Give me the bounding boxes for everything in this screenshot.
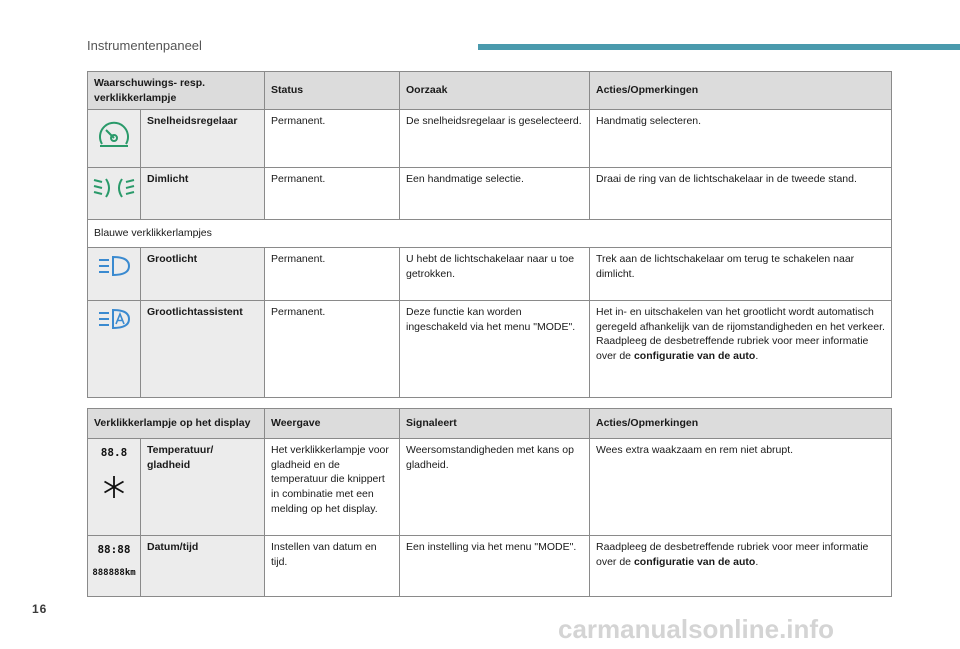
table-row bbox=[88, 439, 892, 536]
dipped-beam-icon bbox=[92, 174, 136, 202]
lamp-cause: Deze functie kan worden ingeschakeld via het menu "MODE". bbox=[400, 301, 590, 398]
header-accent-bar bbox=[478, 44, 960, 50]
col-header-indicator: Verklikkerlampje op het display bbox=[88, 409, 265, 439]
indicator-signal: Weersomstandigheden met kans op gladheid. bbox=[400, 439, 590, 536]
lamp-action: Draai de ring van de lichtschakelaar in de tweede stand. bbox=[590, 168, 892, 220]
indicator-name: Temperatuur/ gladheid bbox=[141, 439, 265, 536]
temperature-readout: 88.8 bbox=[100, 446, 128, 459]
lamp-action: Trek aan de lichtschakelaar om terug te schakelen naar dimlicht. bbox=[590, 248, 892, 301]
indicator-signal: Een instelling via het menu "MODE". bbox=[400, 536, 590, 597]
snowflake-icon bbox=[101, 474, 127, 500]
indicator-name: Datum/tijd bbox=[141, 536, 265, 597]
col-header-cause: Oorzaak bbox=[400, 72, 590, 110]
table-row bbox=[88, 168, 892, 220]
section-label: Blauwe verklikkerlampjes bbox=[88, 220, 892, 248]
lamp-action: Het in- en uitschakelen van het grootlicht wordt automatisch geregeld afhankelijk van de rijomstandigheden en het verkeer. Raadpleeg de desbetreffende rubriek voor meer informatie over de configuratie van de auto. bbox=[590, 301, 892, 398]
lamp-status: Permanent. bbox=[265, 301, 400, 398]
indicator-action: Raadpleeg de desbetreffende rubriek voor meer informatie over de configuratie van de auto. bbox=[590, 536, 892, 597]
lamp-cause: U hebt de lichtschakelaar naar u toe getrokken. bbox=[400, 248, 590, 301]
lamp-name: Dimlicht bbox=[141, 168, 265, 220]
warning-lamps-table bbox=[87, 71, 892, 398]
lamp-name: Grootlichtassistent bbox=[141, 301, 265, 398]
col-header-actions: Acties/Opmerkingen bbox=[590, 72, 892, 110]
lamp-cause: De snelheidsregelaar is geselecteerd. bbox=[400, 110, 590, 168]
odometer-readout: 888888km bbox=[92, 568, 136, 579]
auto-main-beam-icon bbox=[97, 307, 131, 333]
lamp-name: Grootlicht bbox=[141, 248, 265, 301]
table-row bbox=[88, 248, 892, 301]
indicator-display: Instellen van datum en tijd. bbox=[265, 536, 400, 597]
display-indicators-table bbox=[87, 408, 892, 597]
indicator-display: Het verklikkerlampje voor gladheid en de temperatuur die knippert in combinatie met een melding op het display. bbox=[265, 439, 400, 536]
lamp-status: Permanent. bbox=[265, 110, 400, 168]
speed-limiter-icon bbox=[94, 116, 134, 156]
col-header-signal: Signaleert bbox=[400, 409, 590, 439]
lamp-status: Permanent. bbox=[265, 168, 400, 220]
col-header-actions: Acties/Opmerkingen bbox=[590, 409, 892, 439]
col-header-lamp: Waarschuwings- resp. verklikkerlampje bbox=[88, 72, 265, 110]
page-number: 16 bbox=[32, 602, 48, 616]
table-row bbox=[88, 301, 892, 398]
page-header-title: Instrumentenpaneel bbox=[87, 38, 202, 53]
lamp-name: Snelheidsregelaar bbox=[141, 110, 265, 168]
table-row bbox=[88, 110, 892, 168]
lamp-status: Permanent. bbox=[265, 248, 400, 301]
table-row bbox=[88, 536, 892, 597]
col-header-display: Weergave bbox=[265, 409, 400, 439]
clock-readout: 88:88 bbox=[97, 543, 131, 556]
lamp-action: Handmatig selecteren. bbox=[590, 110, 892, 168]
watermark: carmanualsonline.info bbox=[558, 614, 834, 644]
indicator-action: Wees extra waakzaam en rem niet abrupt. bbox=[590, 439, 892, 536]
col-header-status: Status bbox=[265, 72, 400, 110]
main-beam-icon bbox=[97, 254, 131, 280]
lamp-cause: Een handmatige selectie. bbox=[400, 168, 590, 220]
